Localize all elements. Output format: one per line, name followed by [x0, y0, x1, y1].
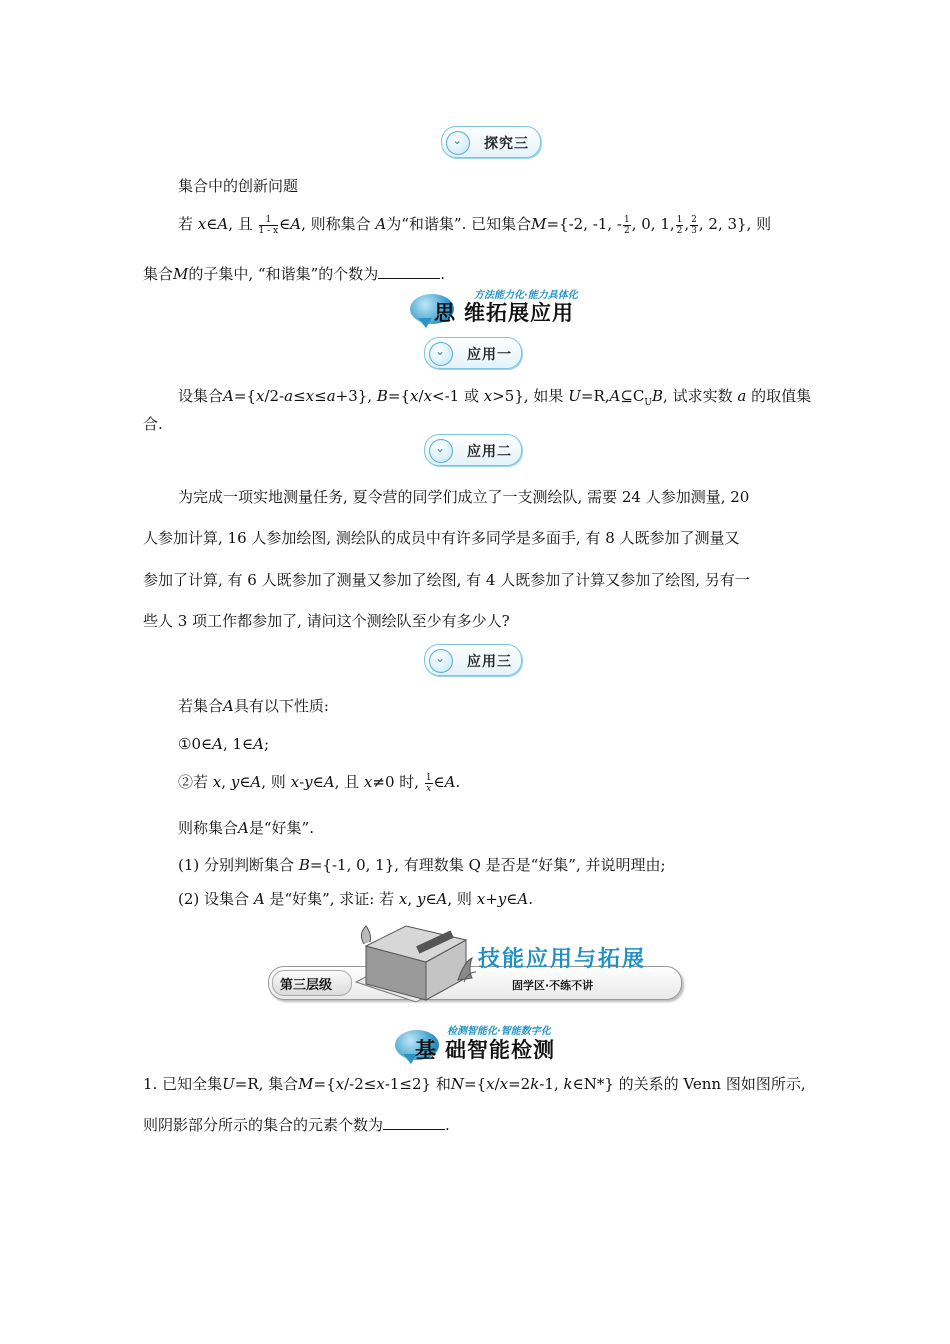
level3-title: 技能应用与拓展 — [478, 947, 647, 972]
basic-banner-title: 础智能检测 — [445, 1038, 555, 1062]
app3-header — [424, 644, 522, 676]
app2-title: 应用二 — [467, 444, 512, 460]
chevron-down-icon: ⌄ — [435, 441, 446, 455]
explore3-topic: 集合中的创新问题 — [178, 177, 299, 195]
thinking-banner-subtitle: 方法能力化·能力具体化 — [474, 290, 578, 301]
app3-line4: 则称集合A是“好集”. — [178, 819, 314, 837]
thinking-banner-title: 维拓展应用 — [464, 301, 574, 325]
app1-line2: 合. — [143, 415, 163, 433]
explore3-header — [441, 126, 541, 158]
app3-title: 应用三 — [467, 654, 512, 670]
level3-tag-label: 第三层级 — [280, 978, 333, 993]
app3-line1: 若集合A具有以下性质: — [178, 697, 329, 715]
explore3-paragraph-line1: 若 x∈A, 且 $\frac{1}{1 - x}$ ∈A, 则称集合 A为“和谐集”. 已知集合M={-2, -1, - $\frac{1}{2}$ , 0, 1, $\frac{1}{2}$ , $\frac{2}{3}$ , 2, 3}, 则 — [178, 214, 772, 236]
speech-bubble-tail — [418, 318, 432, 328]
app2-header — [424, 434, 522, 466]
thinking-banner — [410, 288, 610, 324]
app3-line5: (1) 分别判断集合 B={-1, 0, 1}, 有理数集 Q 是否是“好集”, 并说明理由; — [178, 856, 666, 874]
app1-line1: 设集合A={x/2-a≤x≤a+3}, B={x/x<-1 或 x>5}, 如果 $U=R,A⊆C_UB$, 试求实数 a 的取值集 — [178, 387, 812, 408]
app3-line3: ②若 x, y∈A, 则 x-y∈A, 且 x≠0 时, $\frac{1}{x}$ ∈A. — [178, 772, 461, 794]
fraction-one-over-one-minus-x: $\frac{1}{1 - x}$ — [258, 214, 279, 236]
fraction-one-half-2: $\frac{1}{2}$ — [676, 214, 683, 236]
fraction-one-half: $\frac{1}{2}$ — [623, 214, 630, 236]
thinking-banner-char1: 思 — [434, 301, 456, 325]
app2-line3: 参加了计算, 有 6 人既参加了测量又参加了绘图, 有 4 人既参加了计算又参加了绘图, 另有一 — [143, 571, 750, 589]
question1-line2: 则阴影部分所示的集合的元素个数为 . — [143, 1116, 450, 1134]
basic-banner-subtitle: 检测智能化·智能数字化 — [447, 1026, 551, 1037]
app2-line4: 些人 3 项工作都参加了, 请问这个测绘队至少有多少人? — [143, 612, 510, 630]
basic-banner — [395, 1022, 615, 1062]
level3-subtitle: 固学区·不练不讲 — [512, 979, 594, 992]
app3-line6: (2) 设集合 A 是“好集”, 求证: 若 x, y∈A, 则 x+y∈A. — [178, 890, 533, 908]
app2-line1: 为完成一项实地测量任务, 夏令营的同学们成立了一支测绘队, 需要 24 人参加测量, 20 — [178, 488, 750, 506]
level3-banner — [268, 922, 688, 1012]
app3-line2: ①0∈A, 1∈A; — [178, 735, 270, 753]
book-illustration — [346, 922, 486, 1012]
answer-blank — [378, 264, 440, 279]
chevron-down-icon: ⌄ — [435, 651, 446, 665]
basic-banner-char1: 基 — [415, 1038, 437, 1062]
fraction-two-thirds: $\frac{2}{3}$ — [691, 214, 697, 236]
explore3-title: 探究三 — [484, 136, 529, 152]
fraction-one-over-x: $\frac{1}{x}$ — [425, 772, 432, 794]
app1-title: 应用一 — [467, 347, 512, 363]
explore3-paragraph-line2: 集合M的子集中, “和谐集”的个数为 . — [143, 265, 446, 283]
app1-header — [424, 337, 522, 369]
question1-line1: 1. 已知全集U=R, 集合M={x/-2≤x-1≤2} 和N={x/x=2k-1, k∈N*} 的关系的 Venn 图如图所示, — [143, 1075, 806, 1093]
chevron-down-icon: ⌄ — [435, 344, 446, 358]
app2-line2: 人参加计算, 16 人参加绘图, 测绘队的成员中有许多同学是多面手, 有 8 人既参加了测量又 — [143, 529, 740, 547]
chevron-down-icon: ⌄ — [452, 133, 463, 147]
answer-blank — [383, 1115, 445, 1130]
